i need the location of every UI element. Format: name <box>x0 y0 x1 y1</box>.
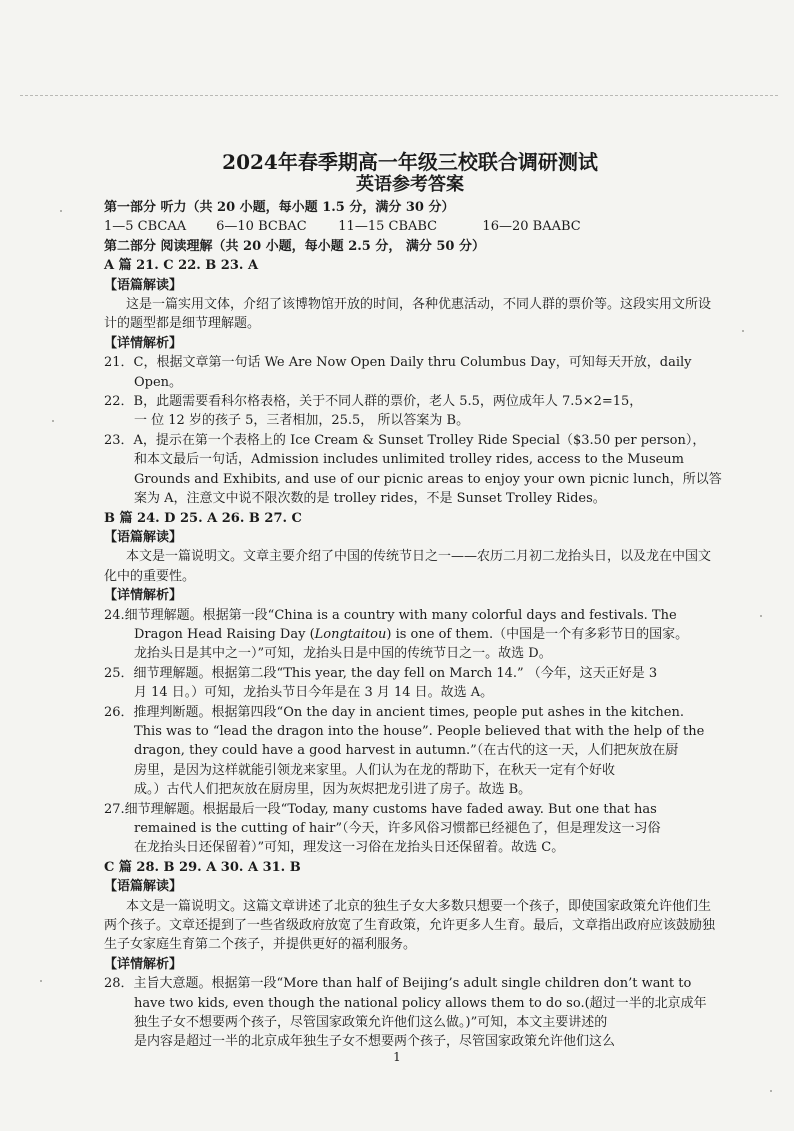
q22-line-1: 22．B，此题需要看科尔格表格，关于不同人群的票价，老人 5.5，两位成年人 7.5×2=15， <box>104 394 643 410</box>
section-a-overview-label: 【语篇解读】 <box>104 277 183 293</box>
listening-keys-6-10: 6—10 BCBAC <box>216 219 307 235</box>
q21-line-2: Open。 <box>134 374 183 390</box>
section-c-overview-text: 本文是一篇说明文。这篇文章讲述了北京的独生子女大多数只想要一个孩子，即使国家政策允许他们生两个孩子。文章还提到了一些省级政府放宽了生育政策，允许更多人生育。最后，文章指出政府应该鼓励独生子女家庭生育第二个孩子，并提供更好的福利服务。 <box>104 898 716 953</box>
section-c-detail-label: 【详情解析】 <box>104 956 183 972</box>
document-subtitle: 英语参考答案 <box>356 174 464 195</box>
section-b-answers: B 篇 24. D 25. A 26. B 27. C <box>104 510 302 526</box>
q24-line-2 <box>104 625 716 644</box>
q28-line-3: 独生子女不想要两个孩子，尽管国家政策允许他们这么做。)”可知，本文主要讲述的 <box>134 1015 608 1031</box>
q24-line-2-a: Dragon Head Raising Day ( <box>134 626 315 642</box>
scan-speck <box>760 615 762 617</box>
section-a-detail-label: 【详情解析】 <box>104 335 183 351</box>
section-c-overview <box>104 897 716 955</box>
scan-speck <box>770 1090 772 1092</box>
q26-line-4: 房里，是因为这样就能引领龙来家里。人们认为在龙的帮助下，在秋天一定有个好收 <box>134 762 616 778</box>
q23-line-2: 和本文最后一句话，Admission includes unlimited trolley rides, access to the Museum <box>134 452 685 468</box>
q26-line-3: dragon, they could have a good harvest in autumn.”（在古代的这一天，人们把灰放在厨 <box>134 743 679 759</box>
listening-keys-1-5: 1—5 CBCAA <box>104 219 187 235</box>
q24-line-1: 24.细节理解题。根据第一段“China is a country with many colorful days and festivals. The <box>104 607 677 623</box>
section-b-overview-text: 本文是一篇说明文。文章主要介绍了中国的传统节日之一——农历二月初二龙抬头日，以及龙在中国文化中的重要性。 <box>104 549 712 584</box>
section-b-overview-label: 【语篇解读】 <box>104 529 183 545</box>
section-b-overview <box>104 547 716 586</box>
q27-line-3: 在龙抬头日还保留着）”可知，理发这一习俗在龙抬头日还保留着。故选 C。 <box>134 840 565 856</box>
q26-line-2: This was to “lead the dragon into the house”. People believed that with the help of the <box>134 723 705 739</box>
section-c-overview-label: 【语篇解读】 <box>104 879 183 895</box>
part1-heading: 第一部分 听力（共 20 小题，每小题 1.5 分，满分 30 分） <box>104 200 455 215</box>
document-title: 2024年春季期高一年级三校联合调研测试 <box>222 150 598 174</box>
q26-line-5: 成。）古代人们把灰放在厨房里，因为灰烬把龙引进了房子。故选 B。 <box>134 782 532 798</box>
q23-line-3: Grounds and Exhibits, and use of our picnic areas to enjoy your own picnic lunch，所以答 <box>134 471 722 487</box>
q26-line-1: 26．推理判断题。根据第四段“On the day in ancient times, people put ashes in the kitchen. <box>104 704 684 720</box>
section-a-overview-text: 这是一篇实用文体，介绍了该博物馆开放的时间，各种优惠活动，不同人群的票价等。这段实用文所设计的题型都是细节理解题。 <box>104 297 712 332</box>
q22-line-2: 一 位 12 岁的孩子 5，三者相加，25.5， 所以答案为 B。 <box>134 413 470 429</box>
listening-answer-keys <box>104 217 716 236</box>
q28-line-2: have two kids, even though the national policy allows them to do so.(超过一半的北京成年 <box>134 995 707 1011</box>
q23-line-4: 案为 A，注意文中说不限次数的是 trolley rides，不是 Sunset Trolley Rides。 <box>134 491 606 507</box>
scan-speck <box>742 330 744 332</box>
q24-line-3: 龙抬头日是其中之一）”可知，龙抬头日是中国的传统节日之一。故选 D。 <box>134 646 552 662</box>
section-c-answers: C 篇 28. B 29. A 30. A 31. B <box>104 859 301 875</box>
q28-line-1: 28．主旨大意题。根据第一段“More than half of Beijing’s adult single children don’t want to <box>104 976 692 992</box>
part2-heading: 第二部分 阅读理解（共 20 小题，每小题 2.5 分， 满分 50 分） <box>104 238 486 254</box>
q21-line-1: 21．C，根据文章第一句话 We Are Now Open Daily thru Columbus Day，可知每天开放，daily <box>104 355 692 371</box>
listening-keys-11-15: 11—15 CBABC <box>338 219 438 235</box>
q27-line-1: 27.细节理解题。根据最后一段“Today, many customs have faded away. But one that has <box>104 801 657 817</box>
section-a-overview <box>104 295 716 334</box>
q23-line-1: 23．A，提示在第一个表格上的 Ice Cream & Sunset Trolley Ride Special（$3.50 per person）， <box>104 432 706 448</box>
q28-line-4: 是内容是超过一半的北京成年独生子女不想要两个孩子，尽管国家政策允许他们这么 <box>134 1034 616 1050</box>
document-body <box>104 150 722 1052</box>
q25-line-2: 月 14 日。）可知，龙抬头节日今年是在 3 月 14 日。故选 A。 <box>134 685 494 701</box>
q27-line-2: remained is the cutting of hair”（今天，许多风俗习惯都已经褪色了，但是理发这一习俗 <box>134 821 661 836</box>
q24-line-2-italic: Longtaitou <box>314 626 387 642</box>
listening-keys-16-20: 16—20 BAABC <box>482 219 581 235</box>
q25-line-1: 25．细节理解题。根据第二段“This year, the day fell on March 14.” （今年，这天正好是 3 <box>104 665 658 681</box>
scan-speck <box>52 420 54 422</box>
scan-speck <box>40 980 42 982</box>
page-top-rule <box>20 95 778 97</box>
scan-speck <box>60 210 62 212</box>
section-b-detail-label: 【详情解析】 <box>104 588 183 604</box>
section-a-answers: A 篇 21. C 22. B 23. A <box>104 258 259 274</box>
q24-line-2-c: ) is one of them.（中国是一个有多彩节日的国家。 <box>386 626 689 642</box>
page-number: 1 <box>393 1050 401 1064</box>
